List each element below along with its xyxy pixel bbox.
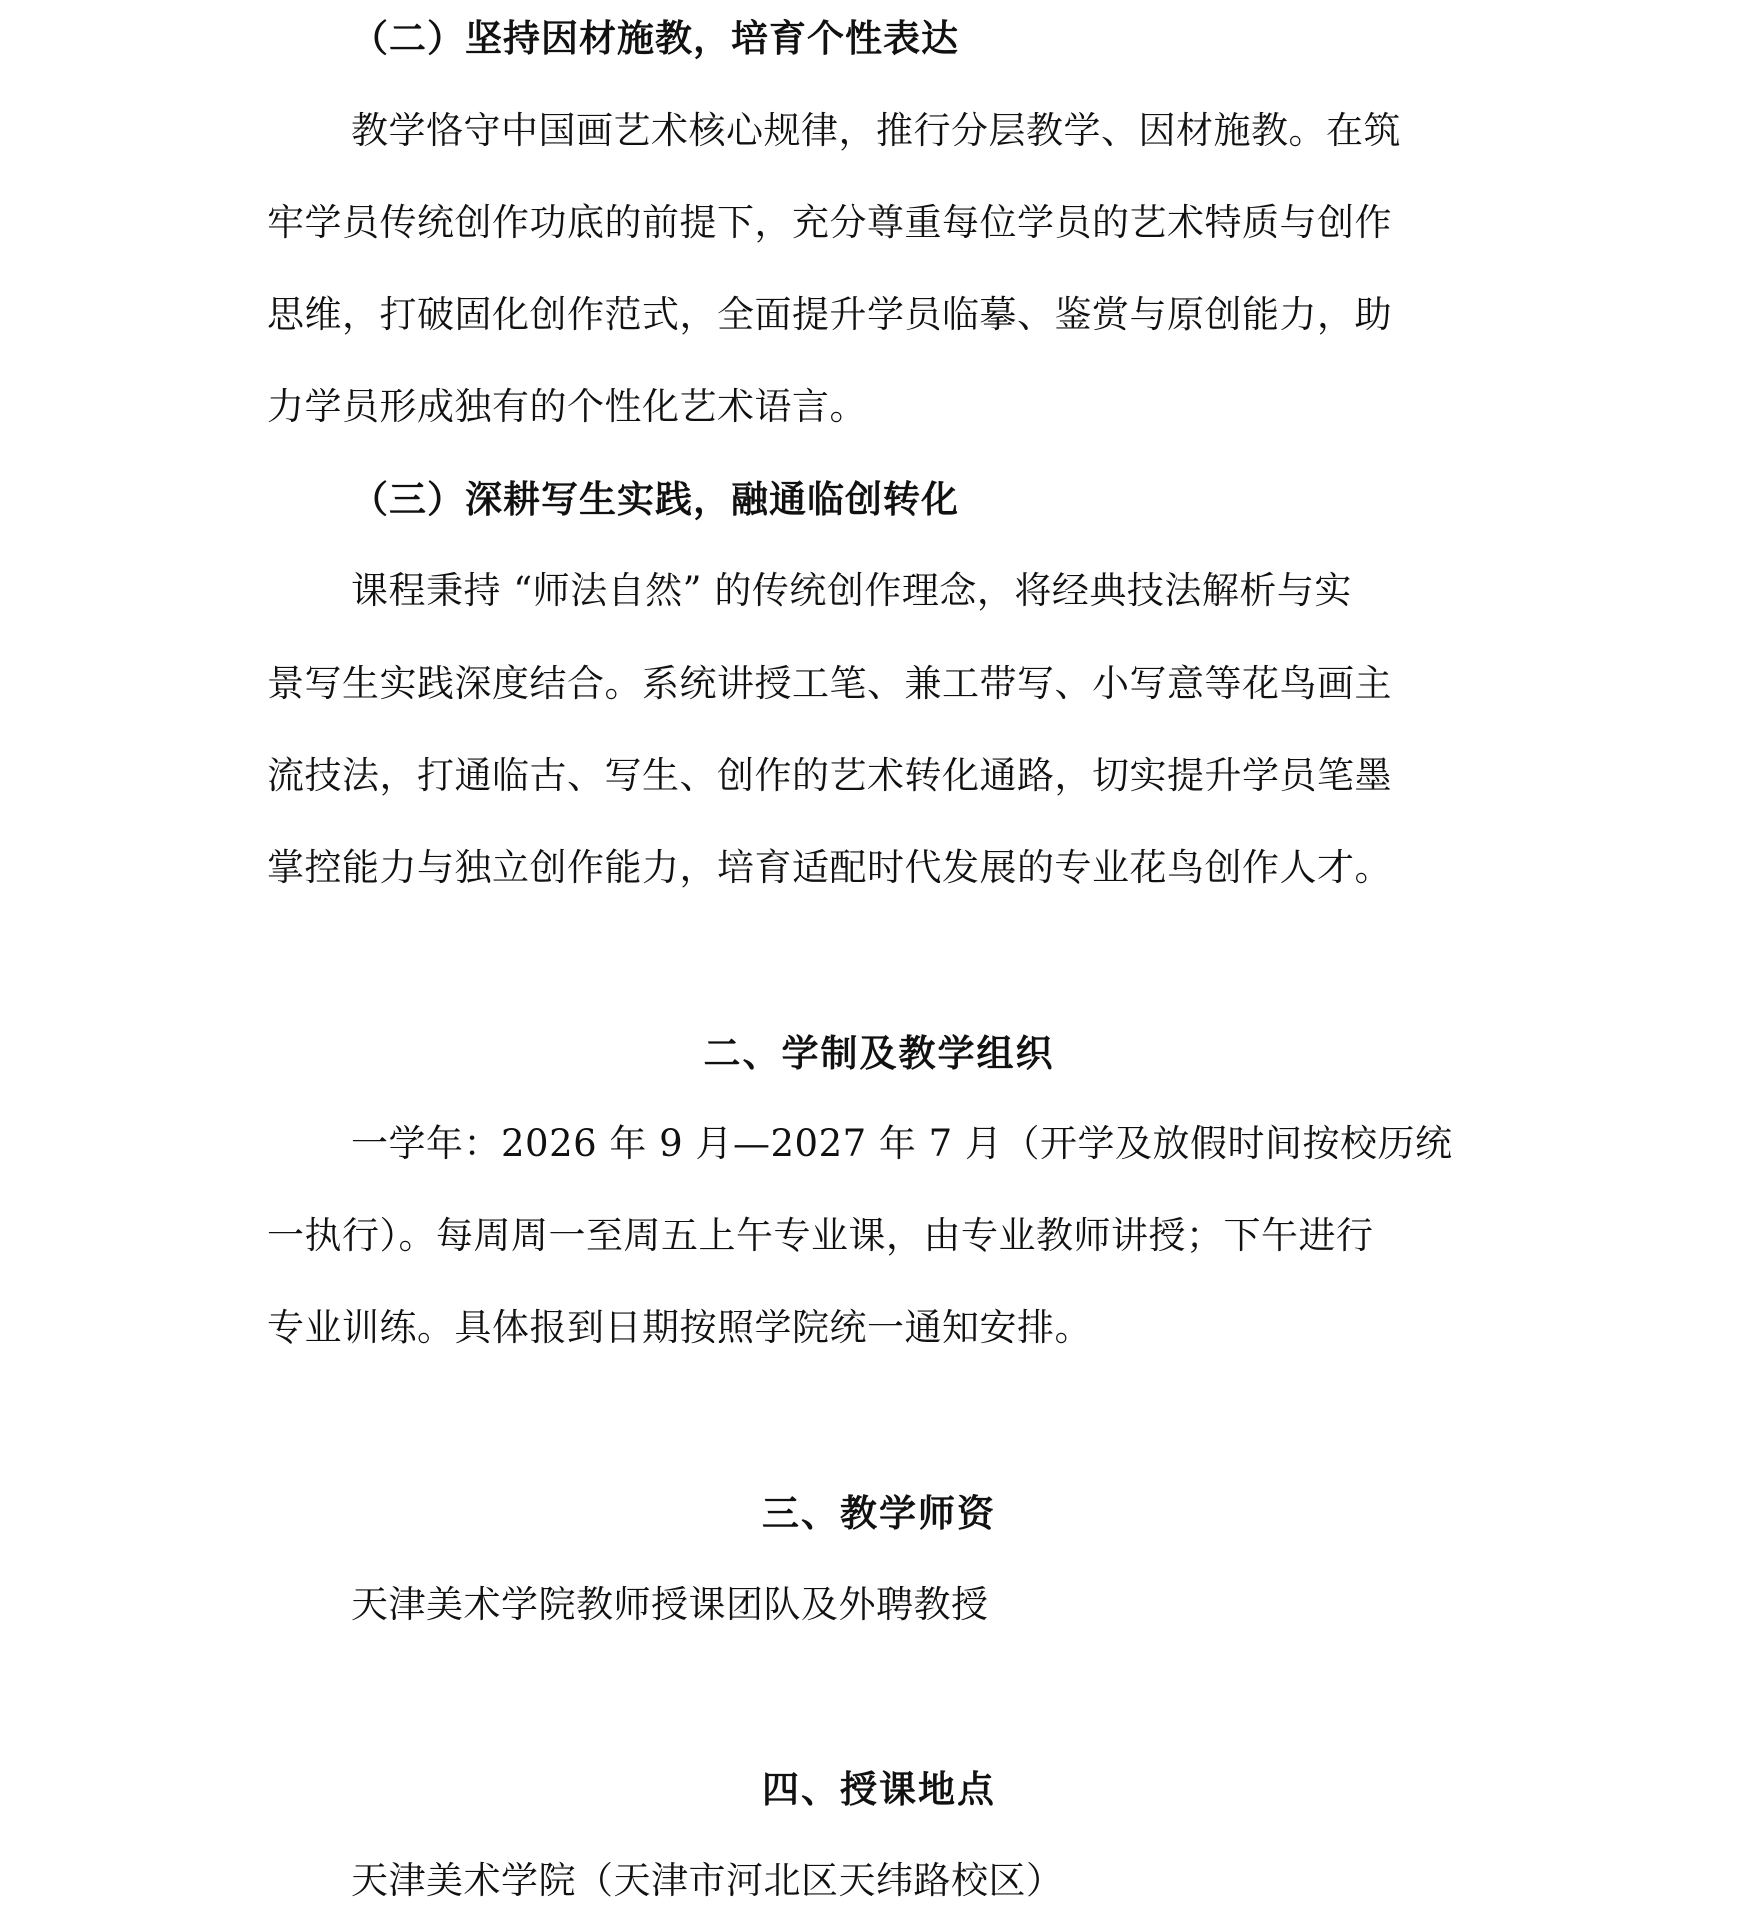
subsection-title-2: （二）坚持因材施教，培育个性表达 <box>351 16 959 60</box>
paragraph-line: 一执行）。每周周一至周五上午专业课，由专业教师讲授；下午进行 <box>267 1214 1374 1257</box>
paragraph-line: 力学员形成独有的个性化艺术语言。 <box>267 385 867 428</box>
section-heading-3: 三、教学师资 <box>762 1491 996 1535</box>
paragraph-line: 牢学员传统创作功底的前提下，充分尊重每位学员的艺术特质与创作 <box>267 201 1392 244</box>
paragraph-line: 天津美术学院（天津市河北区天纬路校区） <box>351 1859 1064 1902</box>
paragraph-line: 教学恪守中国画艺术核心规律，推行分层教学、因材施教。在筑 <box>351 109 1401 152</box>
section-heading-2: 二、学制及教学组织 <box>703 1031 1055 1075</box>
paragraph-line: 课程秉持 “师法自然” 的传统创作理念，将经典技法解析与实 <box>351 569 1352 612</box>
paragraph-line: 思维，打破固化创作范式，全面提升学员临摹、鉴赏与原创能力，助 <box>267 293 1392 336</box>
paragraph-line: 掌控能力与独立创作能力，培育适配时代发展的专业花鸟创作人才。 <box>267 846 1392 889</box>
paragraph-line: 一学年：2026 年 9 月—2027 年 7 月（开学及放假时间按校历统 <box>351 1122 1453 1165</box>
subsection-title-3: （三）深耕写生实践，融通临创转化 <box>351 477 959 521</box>
paragraph-line: 专业训练。具体报到日期按照学院统一通知安排。 <box>267 1306 1092 1349</box>
section-heading-4: 四、授课地点 <box>762 1767 996 1811</box>
paragraph-line: 景写生实践深度结合。系统讲授工笔、兼工带写、小写意等花鸟画主 <box>267 662 1392 705</box>
paragraph-line: 天津美术学院教师授课团队及外聘教授 <box>351 1583 989 1626</box>
paragraph-line: 流技法，打通临古、写生、创作的艺术转化通路，切实提升学员笔墨 <box>267 754 1392 797</box>
